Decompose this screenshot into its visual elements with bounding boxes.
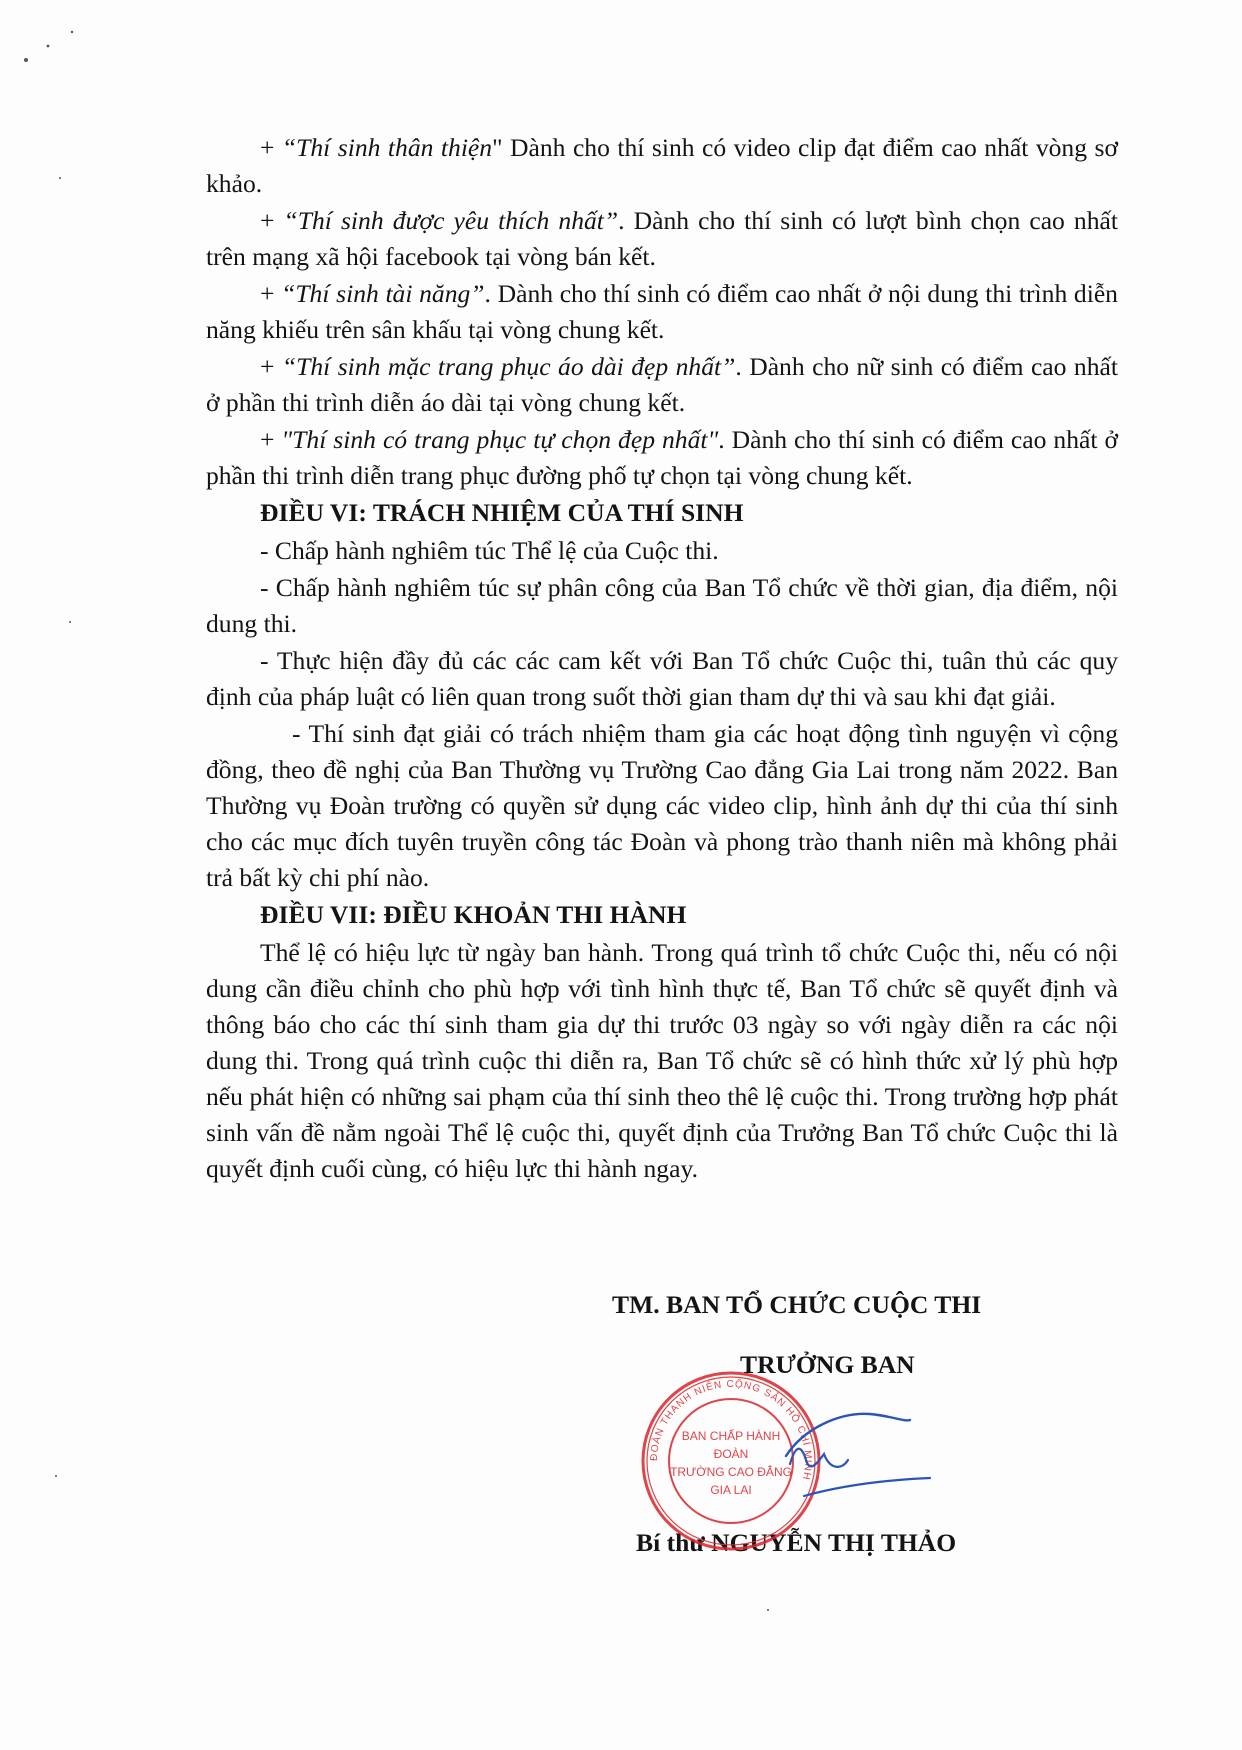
award-item — [206, 130, 1118, 202]
bullet-marker: + — [260, 279, 282, 308]
award-title: “Thí sinh tài năng” — [281, 279, 485, 308]
signature-role: TRƯỞNG BAN — [740, 1350, 915, 1379]
bullet-marker: + — [260, 352, 282, 381]
section-heading: ĐIỀU VII: ĐIỀU KHOẢN THI HÀNH — [260, 900, 687, 929]
section-heading: ĐIỀU VI: TRÁCH NHIỆM CỦA THÍ SINH — [260, 498, 744, 527]
award-title: “Thí sinh mặc trang phục áo dài đẹp nhất” — [281, 352, 736, 381]
award-title: “Thí sinh thân thiện — [281, 133, 493, 162]
stamp-line-4: GIA LAI — [710, 1483, 752, 1497]
award-description: . Dành cho nữ sinh có điểm cao nhất ở phần thi trình diễn áo dài tại vòng chung kết. — [206, 352, 1118, 417]
signatory-name: Bí thư NGUYỄN THỊ THẢO — [636, 1528, 957, 1557]
body-paragraph: - Thực hiện đầy đủ các các cam kết với Ban Tổ chức Cuộc thi, tuân thủ các quy định của pháp luật có liên quan trong suốt thời gian tham dự thi và sau khi đạt giải. — [206, 646, 1118, 711]
body-paragraph: - Chấp hành nghiêm túc Thể lệ của Cuộc thi. — [260, 536, 719, 565]
award-item — [206, 203, 1118, 275]
stamp-line-3: TRƯỜNG CAO ĐẲNG — [670, 1465, 792, 1479]
bullet-marker: + — [260, 425, 282, 454]
award-description: . Dành cho thí sinh có điểm cao nhất ở phần thi trình diễn trang phục đường phố tự chọn tại vòng chung kết. — [206, 425, 1118, 490]
award-item — [206, 349, 1118, 421]
award-title: "Thí sinh có trang phục tự chọn đẹp nhất" — [281, 425, 719, 454]
bullet-marker: + — [260, 206, 284, 235]
award-item — [206, 276, 1118, 348]
body-paragraph: Thể lệ có hiệu lực từ ngày ban hành. Trong quá trình tổ chức Cuộc thi, nếu có nội dung cần điều chỉnh cho phù hợp với tình hình thực tế, Ban Tổ chức sẽ quyết định và thông báo cho các thí sinh tham gia dự thi trước 03 ngày so với ngày diễn ra các nội dung thi. Trong quá trình cuộc thi diễn ra, Ban Tổ chức sẽ có hình thức xử lý phù hợp nếu phát hiện có những sai phạm của thí sinh theo thê lệ cuộc thi. Trong trường hợp phát sinh vấn đề nằm ngoài Thể lệ cuộc thi, quyết định của Trưởng Ban Tổ chức Cuộc thi là quyết định cuối cùng, có hiệu lực thi hành ngay. — [206, 938, 1118, 1183]
stamp-ring-text: ĐOÀN THANH NIÊN CỘNG SẢN HỒ CHÍ MINH — [648, 1378, 814, 1482]
handwritten-signature — [780, 1400, 940, 1510]
stamp-line-2: ĐOÀN — [713, 1447, 749, 1461]
bullet-marker: + — [260, 133, 282, 162]
award-description: . Dành cho thí sinh có lượt bình chọn cao nhất trên mạng xã hội facebook tại vòng bán kết. — [206, 206, 1118, 271]
body-paragraph: - Chấp hành nghiêm túc sự phân công của Ban Tổ chức về thời gian, địa điểm, nội dung thi. — [206, 573, 1118, 638]
award-item — [206, 422, 1118, 494]
document-body — [206, 130, 1118, 1188]
award-title: “Thí sinh được yêu thích nhất” — [283, 206, 619, 235]
award-description: . Dành cho thí sinh có điểm cao nhất ở nội dung thi trình diễn năng khiếu trên sân khấu tại vòng chung kết. — [206, 279, 1118, 344]
award-description: " Dành cho thí sinh có video clip đạt điểm cao nhất vòng sơ khảo. — [206, 133, 1118, 198]
body-paragraph: - Thí sinh đạt giải có trách nhiệm tham gia các hoạt động tình nguyện vì cộng đồng, theo đề nghị của Ban Thường vụ Trường Cao đẳng Gia Lai trong năm 2022. Ban Thường vụ Đoàn trường có quyền sử dụng các video clip, hình ảnh dự thi của thí sinh cho các mục đích tuyên truyền công tác Đoàn và phong trào thanh niên mà không phải trả bất kỳ chi phí nào. — [206, 719, 1118, 892]
stamp-line-1: BAN CHẤP HÀNH — [681, 1429, 781, 1443]
signature-organization: TM. BAN TỔ CHỨC CUỘC THI — [612, 1290, 982, 1319]
